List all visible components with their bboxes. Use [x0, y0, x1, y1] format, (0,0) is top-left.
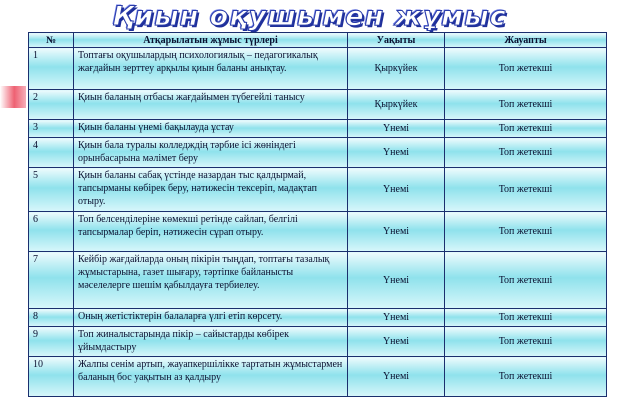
- table-row: [29, 327, 607, 357]
- row-task: Қиын баланы үнемі бақылауда ұстау: [74, 120, 348, 138]
- row-responsible: Топ жетекші: [445, 48, 607, 90]
- row-task: Топ белсенділеріне көмекші ретінде сайлап, белгілі тапсырмалар беріп, нәтижесін сұрап отыру.: [74, 212, 348, 252]
- row-number: 6: [29, 212, 74, 252]
- row-time: Үнемі: [348, 138, 445, 168]
- row-number: 2: [29, 90, 74, 120]
- row-task: Оның жетістіктерін балаларға үлгі етіп көрсету.: [74, 309, 348, 327]
- row-responsible: Топ жетекші: [445, 212, 607, 252]
- row-number: 8: [29, 309, 74, 327]
- row-number: 1: [29, 48, 74, 90]
- table-body: [29, 48, 607, 397]
- row-task: Жалпы сенім артып, жауапкершілікке тартатын жұмыстармен баланың бос уақытын аз қалдыру: [74, 357, 348, 397]
- header-number: №: [29, 33, 74, 48]
- row-time: Үнемі: [348, 120, 445, 138]
- table-header: [29, 33, 607, 48]
- table-row: [29, 309, 607, 327]
- row-number: 9: [29, 327, 74, 357]
- row-responsible: Топ жетекші: [445, 120, 607, 138]
- table-row: [29, 138, 607, 168]
- row-task: Топтағы оқушылардың психологиялық – педагогикалық жағдайын зерттеу арқылы қиын баланы анықтау.: [74, 48, 348, 90]
- header-responsible: Жауапты: [445, 33, 607, 48]
- row-number: 10: [29, 357, 74, 397]
- row-task: Қиын баланы сабақ үстінде назардан тыс қалдырмай, тапсырманы көбірек беру, нәтижесін тексеріп, мадақтап отыру.: [74, 168, 348, 212]
- row-time: Үнемі: [348, 309, 445, 327]
- row-task: Кейбір жағдайларда оның пікірін тыңдап, топтағы тазалық жұмыстарына, газет шығару, тәртіпке байланысты мәселелерге шешім қабылдауға тербиелеу.: [74, 252, 348, 309]
- row-time: Қыркүйек: [348, 48, 445, 90]
- row-responsible: Топ жетекші: [445, 168, 607, 212]
- row-time: Қыркүйек: [348, 90, 445, 120]
- table-row: [29, 212, 607, 252]
- header-row: [29, 33, 607, 48]
- row-time: Үнемі: [348, 357, 445, 397]
- work-plan-table: [28, 32, 607, 397]
- row-task: Қиын баланың отбасы жағдайымен түбегейлі танысу: [74, 90, 348, 120]
- row-responsible: Топ жетекші: [445, 357, 607, 397]
- row-responsible: Топ жетекші: [445, 327, 607, 357]
- table-row: [29, 252, 607, 309]
- table-row: [29, 357, 607, 397]
- row-number: 3: [29, 120, 74, 138]
- page-title: Қиын оқушымен жұмыс: [112, 1, 507, 32]
- red-accent-decoration: [0, 86, 26, 108]
- row-time: Үнемі: [348, 252, 445, 309]
- table-row: [29, 120, 607, 138]
- row-responsible: Топ жетекші: [445, 90, 607, 120]
- header-time: Уақыты: [348, 33, 445, 48]
- row-number: 7: [29, 252, 74, 309]
- row-responsible: Топ жетекші: [445, 309, 607, 327]
- row-time: Үнемі: [348, 327, 445, 357]
- table-row: [29, 90, 607, 120]
- header-task: Атқарылатын жұмыс түрлері: [74, 33, 348, 48]
- row-responsible: Топ жетекші: [445, 252, 607, 309]
- row-task: Қиын бала туралы колледждің тәрбие ісі жөніндегі орынбасарына мәлімет беру: [74, 138, 348, 168]
- row-time: Үнемі: [348, 212, 445, 252]
- table-row: [29, 48, 607, 90]
- row-task: Топ жиналыстарында пікір – сайыстарды көбірек ұйымдастыру: [74, 327, 348, 357]
- table-row: [29, 168, 607, 212]
- row-number: 4: [29, 138, 74, 168]
- row-responsible: Топ жетекші: [445, 138, 607, 168]
- row-number: 5: [29, 168, 74, 212]
- row-time: Үнемі: [348, 168, 445, 212]
